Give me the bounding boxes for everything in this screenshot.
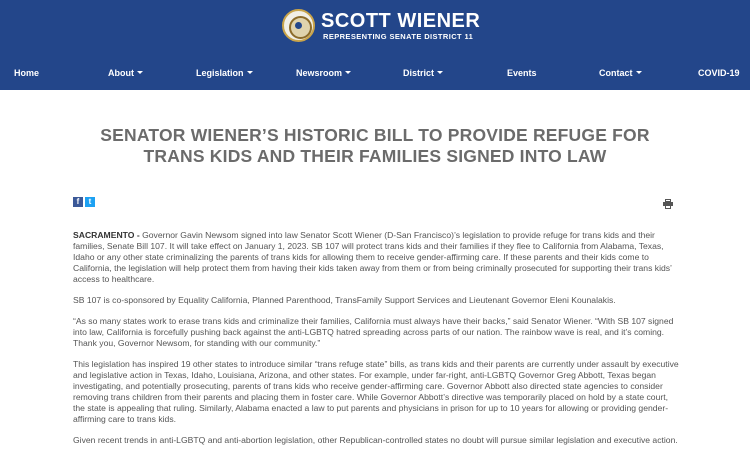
site-brand[interactable]: [282, 9, 480, 42]
article-paragraph: Given recent trends in anti-LGBTQ and anti-abortion legislation, other Republican-controlled states no doubt will pursue similar legislation and executive action.: [73, 435, 678, 445]
site-subtitle: REPRESENTING SENATE DISTRICT 11: [323, 31, 474, 41]
article-dateline: SACRAMENTO -: [73, 230, 140, 240]
chevron-down-icon: [437, 71, 443, 74]
main-nav: [0, 68, 750, 82]
nav-contact-label: Contact: [599, 68, 633, 78]
nav-events[interactable]: [507, 68, 537, 78]
nav-covid-19[interactable]: [698, 68, 740, 78]
facebook-share-icon[interactable]: f: [73, 197, 83, 207]
article-body: [73, 230, 679, 456]
nav-newsroom-label: Newsroom: [296, 68, 343, 78]
article-paragraph: SB 107 is co-sponsored by Equality California, Planned Parenthood, TransFamily Support Services and Lieutenant Governor Eleni Kounalakis.: [73, 295, 616, 305]
page-title: SENATOR WIENER’S HISTORIC BILL TO PROVIDE REFUGE FOR TRANS KIDS AND THEIR FAMILIES SIGNED INTO LAW: [100, 125, 650, 166]
chevron-down-icon: [636, 71, 642, 74]
chevron-down-icon: [247, 71, 253, 74]
nav-newsroom[interactable]: [296, 68, 351, 78]
nav-events-label: Events: [507, 68, 537, 78]
nav-home[interactable]: [14, 68, 39, 78]
site-header: [0, 0, 750, 90]
article-paragraph: “As so many states work to erase trans kids and criminalize their families, California must always have their backs,” said Senator Wiener. “With SB 107 signed into law, California is forcefully pushing back against the anti-LGBTQ hatred spreading across parts of our nation. The rainbow wave is real, and it’s coming. Thank you, Governor Newsom, for standing with our community.”: [73, 316, 674, 348]
twitter-share-icon[interactable]: t: [85, 197, 95, 207]
nav-about[interactable]: [108, 68, 143, 78]
article-paragraph: [73, 230, 679, 285]
chevron-down-icon: [345, 71, 351, 74]
article-paragraph-text: Governor Gavin Newsom signed into law Senator Scott Wiener (D-San Francisco)’s legislation to provide refuge for trans kids and their families, Senate Bill 107. It will take effect on January 1, 2023. SB 107 will protect trans kids and their families if they flee to California from Alabama, Texas, Idaho or any other state criminalizing the parents of trans kids for allowing them to receive gender-affirming care. If these parents and their kids come to California, the legislation will help protect them from having their kids taken away from them or from being criminally prosecuted for supporting their trans kids’ access to healthcare.: [73, 230, 672, 284]
nav-home-label: Home: [14, 68, 40, 78]
share-buttons: [73, 197, 95, 207]
nav-legislation-label: Legislation: [196, 68, 244, 78]
article-paragraph: This legislation has inspired 19 other states to introduce similar “trans refuge state” bills, as trans kids and their parents are currently under assault by executive and legislative action in Texas, Idaho, Louisiana, Arizona, and other states. For example, under far-right, anti-LGBTQ Governor Greg Abbott, Texas began investigating, and potentially prosecuting, parents of trans kids who receive gender-affirming care. Governor Abbott also directed state agencies to consider removing trans children from their parents and placing them in foster care. While Governor Abbott’s directive was temporarily placed on hold by a state court, the state is appealing that ruling. Similarly, Alabama enacted a law to put parents and physicians in prison for up to 10 years for allowing or providing gender-affirming care to trans kids.: [73, 359, 679, 424]
nav-covid-19-label: COVID-19: [698, 68, 740, 78]
senate-seal-logo: [282, 9, 315, 42]
nav-district-label: District: [403, 68, 435, 78]
print-icon[interactable]: [663, 199, 673, 209]
nav-district[interactable]: [403, 68, 443, 78]
nav-about-label: About: [108, 68, 134, 78]
chevron-down-icon: [137, 71, 143, 74]
nav-contact[interactable]: [599, 68, 642, 78]
site-name: SCOTT WIENER: [321, 9, 481, 32]
nav-legislation[interactable]: [196, 68, 253, 78]
